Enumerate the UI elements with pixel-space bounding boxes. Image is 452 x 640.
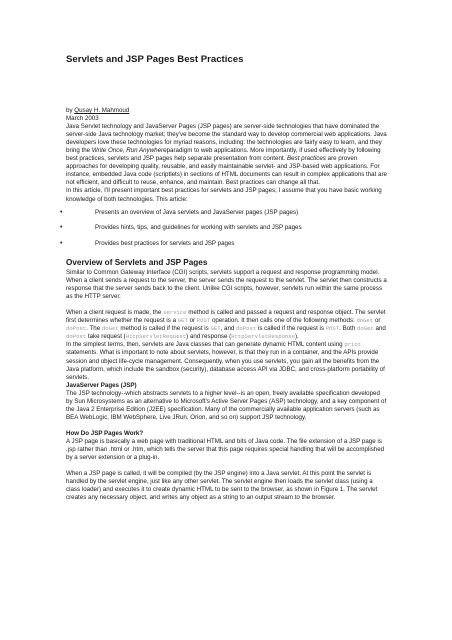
service-text: method is called if the request is [118, 325, 211, 333]
service-text: When a client request is made, the [66, 309, 163, 317]
article-bullet-list [60, 208, 388, 256]
code-dopost: doPost [236, 325, 257, 333]
article-body [60, 107, 388, 502]
service-text: is called if the request is [256, 325, 326, 333]
bullet-icon: • [60, 239, 63, 247]
code-httpservletrequest: HttpServletRequest [125, 333, 187, 341]
list-item-text: Provides best practices for servlets and JSP pages [95, 239, 235, 247]
list-item-text: Provides hints, tips, and guidelines for working with servlets and JSP pages [95, 224, 302, 232]
jsp-paragraph: The JSP technology--which abstracts servlets to a higher level--is an open, freely available specification developed by Sun Microsystems as an alternative to Microsoft's Active Server Pages (ASP) technology, and a key component of the Java 2 Enterprise Edition (J2EE) specification. Many of the commercially available application servers (such as BEA WebLogic, IBM WebSphere, Live JRun, Orion, and so on) support JSP technology. [66, 389, 387, 421]
bullet-icon: • [60, 208, 63, 216]
intro-emphasis-1: Write Once, Run Anywhere [91, 147, 167, 155]
service-text: method is called and passed a request and response object. The servlet first determines whether the request is a [66, 309, 386, 325]
code-doget: doGet [356, 317, 374, 325]
service-text: . The [86, 325, 102, 333]
howto-heading: How Do JSP Pages Work? [66, 429, 144, 437]
intro-emphasis-2: Best practices [287, 155, 326, 163]
code-post: POST [196, 317, 211, 325]
intro-paragraph-2: In this article, I'll present important best practices for servlets and JSP pages; I assume that you have basic working knowledge of both technologies. This article: [66, 187, 382, 203]
bullet-icon: • [60, 224, 63, 232]
service-text: take request ( [86, 333, 126, 341]
code-dopost: doPost [66, 325, 87, 333]
service-text: and [373, 325, 386, 333]
list-item [60, 239, 388, 256]
author-link[interactable]: Qusay H. Mahmoud [74, 107, 130, 114]
code-get: GET [210, 325, 221, 333]
paragraph-gap [66, 462, 388, 470]
code-httpservletresponse: HttpServletResponse [231, 333, 295, 341]
service-text: or [373, 317, 381, 325]
simplest-text: statements. What is important to note about servlets, however, is that they run in a container, and the APIs provide session and object life-cycle management. Consequently, when you use servlets, you gain all the benefits from the Java platform, which include the sandbox (security), database access API via JDBC, and cross-platform portability of servlets. [66, 349, 385, 381]
code-dopost: doPost [66, 333, 87, 341]
list-item-text: Presents an overview of Java servlets and JavaServer pages (JSP pages) [95, 208, 299, 216]
code-doget: doGet [101, 325, 119, 333]
paragraph-gap [66, 301, 388, 309]
simplest-paragraph [66, 341, 388, 381]
simplest-text: In the simplest terms, then, servlets are Java classes that can generate dynamic HTML content using [66, 341, 345, 349]
service-text: . Both [339, 325, 358, 333]
service-text: operation. It then calls one of the following methods: [210, 317, 357, 325]
code-post: POST [325, 325, 340, 333]
byline [66, 107, 388, 115]
code-get: GET [177, 317, 188, 325]
list-item [60, 208, 388, 225]
page-title: Servlets and JSP Pages Best Practices [66, 54, 244, 65]
paragraph-gap [66, 422, 388, 430]
intro-text-1: Java Servlet technology and JavaServer Pages (JSP pages) are server-side technologies that have dominated the server-side Java technology market; they've become the standard way to develop commercial web applications. Java developers love these technologies for myriad reasons, including: the technologies are fairly easy to learn, and they bring the [66, 123, 387, 155]
byline-prefix: by [66, 107, 75, 114]
publication-date: March 2003 [66, 115, 99, 123]
jsp-heading: JavaServer Pages (JSP) [66, 381, 137, 389]
list-item [60, 224, 388, 240]
service-text: , and [220, 325, 237, 333]
howto-paragraph: A JSP page is basically a web page with traditional HTML and bits of Java code. The file extension of a JSP page is .jsp rather than .html or .htm, which tells the server that this page requires special handling that will be accomplished by a server extension or a plug-in. [66, 437, 385, 462]
howto-paragraph-2: When a JSP page is called, it will be compiled (by the JSP engine) into a Java servlet. At this point the servlet is handled by the servlet engine, just like any other servlet. The servlet engine then loads the servlet class (using a class loader) and executes it to create dynamic HTML to be sent to the browser, as shown in Figure 1. The servlet creates any necessary object, and writes any object as a string to an output stream to the browser. [66, 470, 378, 502]
service-text: ). [295, 333, 299, 341]
overview-heading: Overview of Servlets and JSP Pages [66, 258, 208, 268]
service-paragraph [66, 309, 388, 341]
code-print: print [344, 341, 362, 349]
intro-paragraph [66, 123, 388, 187]
code-service: service [163, 309, 187, 317]
intro-text-3: are proven approaches for developing quality, reusable, and easily maintainable servlet- and JSP-based web applications. For instance, embedded Java code (scriptlets) in sections of HTML documents can result in complex applications that are not efficient, and difficult to reuse, enhance, and maintain. Best practices can change all that. [66, 155, 387, 187]
service-text: ) and response ( [186, 333, 232, 341]
intro-text-2: paradigm to web applications. More importantly, if used effectively by following best practices, servlets and JSP pages help separate presentation from content. [66, 147, 381, 163]
overview-paragraph: Similar to Common Gateway Interface (CGI) scripts, servlets support a request and response programming model. When a client sends a request to the server, the server sends the request to the servlet. The servlet then constructs a response that the server sends back to the client. Unlike CGI scripts, however, servlets run within the same process as the HTTP server. [66, 269, 387, 301]
code-doget: doGet [357, 325, 374, 333]
service-text: or [187, 317, 197, 325]
